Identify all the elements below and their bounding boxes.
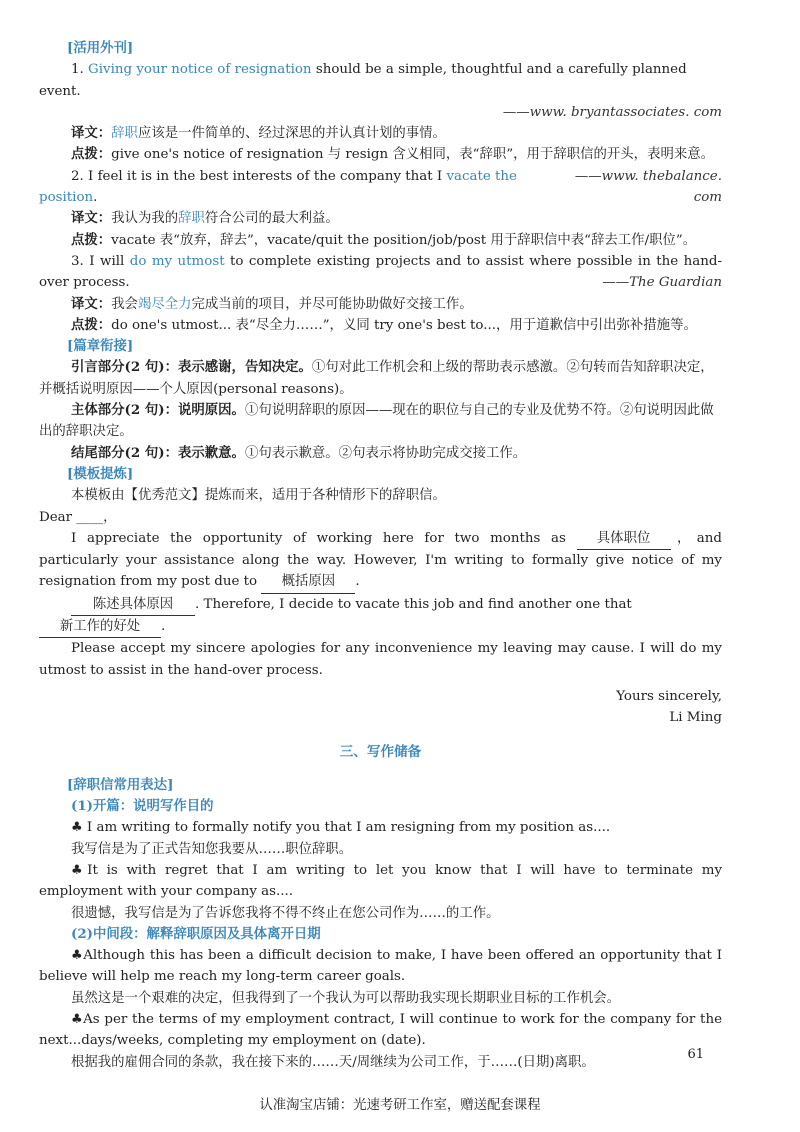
- blank-specific-reason: 陈述具体原因: [71, 594, 195, 616]
- translation-1: 译文：辞职应该是一件简单的、经过深思的并认真计划的事情。: [71, 125, 446, 142]
- structure-ending: 结尾部分(2 句)：表示歉意。①句表示歉意。②句表示将协助完成交接工作。: [71, 444, 527, 461]
- translation-2: 译文：我认为我的辞职符合公司的最大利益。: [71, 210, 339, 227]
- section-tag-expressions: [辞职信常用表达]: [67, 776, 174, 793]
- expression-2-en: ♣It is with regret that I am writing to let you know that I will have to terminate my employment with your company as....: [39, 862, 723, 900]
- structure-intro: 引言部分(2 句)：表示感谢，告知决定。①句对此工作机会和上级的帮助表示感激。②句转而告知辞职决定，并概括说明原因——个人原因(personal reasons)。: [39, 359, 714, 397]
- club-icon: ♣: [71, 948, 84, 964]
- footer-note: 认准淘宝店铺：光速考研工作室，赠送配套课程: [259, 1098, 541, 1113]
- tip-2: 点拨：vacate 表“放弃，辞去”，vacate/quit the position/job/post 用于辞职信中表“辞去工作/职位”。: [71, 231, 697, 248]
- club-icon: ♣: [71, 1012, 84, 1028]
- example-sentence-3: 3. I will do my utmost to complete existing projects and to assist where possible in the hand-over process.: [39, 253, 722, 291]
- source-2: ——www. thebalance. com: [574, 168, 722, 206]
- blank-new-job-benefit: 新工作的好处: [39, 616, 161, 638]
- blank-position: 具体职位: [577, 528, 671, 550]
- structure-body: 主体部分(2 句)：说明原因。①句说明辞职的原因——现在的职位与自己的专业及优势不符。②句说明因此做出的辞职决定。: [39, 402, 714, 440]
- subheading-opening: (1)开篇：说明写作目的: [71, 798, 214, 815]
- expression-1-zh: 我写信是为了正式告知您我要从……职位辞职。: [71, 841, 353, 857]
- expression-3-zh: 虽然这是一个艰难的决定，但我得到了一个我认为可以帮助我实现长期职业目标的工作机会。: [71, 990, 621, 1006]
- template-paragraph-1: I appreciate the opportunity of working here for two months as 具体职位 ，and particularly your assistance along the way. However, I'm writing to formally give notice of my resignation from my post due to 概括原因 .: [39, 528, 722, 594]
- club-icon: ♣: [71, 862, 88, 878]
- example-sentence-2: 2. I feel it is in the best interests of the company that I vacate the position. ——www. thebalance. com: [39, 166, 722, 209]
- source-3: ——The Guardian: [602, 275, 722, 291]
- club-icon: ♣: [71, 820, 83, 836]
- template-paragraph-2: 陈述具体原因 . Therefore, I decide to vacate this job and find another one that 新工作的好处 .: [39, 594, 722, 639]
- source-1: ——www. bryantassociates. com: [502, 104, 722, 120]
- template-name: Li Ming: [669, 710, 722, 726]
- section-tag-template: [模板提炼]: [67, 465, 134, 482]
- expression-4-en: ♣As per the terms of my employment contract, I will continue to work for the company for the next...days/weeks, completing my employment on (date).: [39, 1012, 722, 1049]
- highlight-phrase: Giving your notice of resignation: [88, 62, 312, 78]
- subheading-middle: (2)中间段：解释辞职原因及具体离开日期: [71, 925, 321, 942]
- template-intro: 本模板由【优秀范文】提炼而来，适用于各种情形下的辞职信。: [71, 488, 446, 504]
- blank-reason: 概括原因: [261, 571, 355, 593]
- expression-4-zh: 根据我的雇佣合同的条款，我在接下来的……天/周继续为公司工作，于……(日期)离职。: [71, 1054, 595, 1070]
- translation-3: 译文：我会竭尽全力完成当前的项目，并尽可能协助做好交接工作。: [71, 295, 473, 312]
- template-salutation: Dear ____，: [39, 509, 117, 525]
- expression-2-zh: 很遗憾，我写信是为了告诉您我将不得不终止在您公司作为……的工作。: [71, 905, 500, 921]
- page-content: [39, 38, 722, 1073]
- section-title: 三、写作储备: [339, 743, 422, 760]
- tip-3: 点拨：do one's utmost... 表“尽全力……”，义同 try one's best to...，用于道歉信中引出弥补措施等。: [71, 316, 697, 333]
- section-tag-magazine: [活用外刊]: [67, 40, 134, 56]
- page-number: 61: [687, 1047, 704, 1062]
- example-sentence-1: 1. Giving your notice of resignation should be a simple, thoughtful and a carefully planned event.: [39, 62, 687, 99]
- section-tag-link: [篇章衔接]: [67, 338, 134, 355]
- expression-1-en: ♣ I am writing to formally notify you that I am resigning from my position as....: [71, 820, 611, 836]
- template-closing: Yours sincerely,: [616, 688, 722, 704]
- template-paragraph-3: Please accept my sincere apologies for any inconvenience my leaving may cause. I will do my utmost to assist in the hand-over process.: [39, 641, 722, 678]
- expression-3-en: ♣Although this has been a difficult decision to make, I have been offered an opportunity that I believe will help me reach my long-term career goals.: [39, 948, 723, 985]
- tip-1: 点拨：give one's notice of resignation 与 resign 含义相同，表“辞职”，用于辞职信的开头，表明来意。: [71, 146, 715, 163]
